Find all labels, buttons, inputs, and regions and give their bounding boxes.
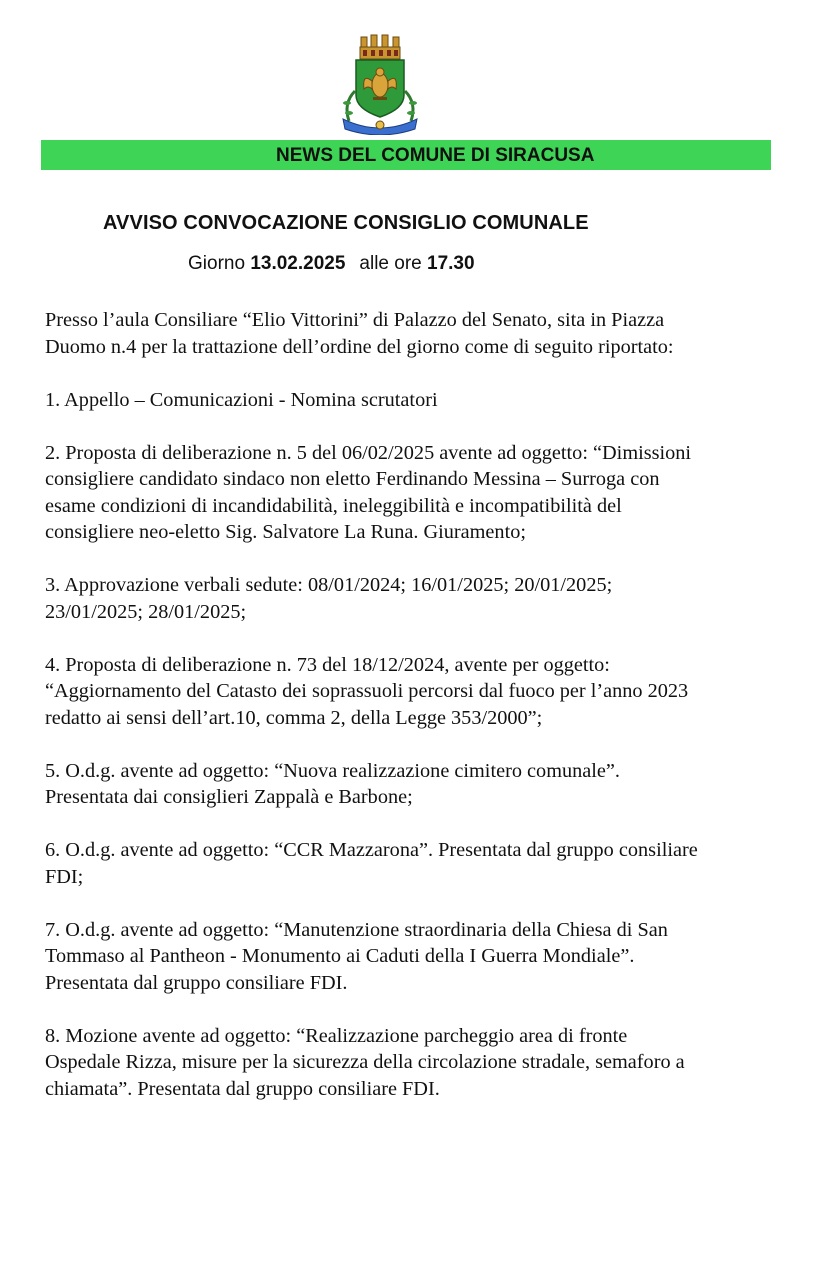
agenda-line: consigliere neo-eletto Sig. Salvatore La Runa. Giuramento; bbox=[45, 521, 526, 543]
agenda-item-2 bbox=[45, 440, 795, 546]
agenda-line: esame condizioni di incandidabilità, ineleggibilità e incompatibilità del bbox=[45, 494, 622, 517]
intro-paragraph bbox=[45, 307, 795, 360]
agenda-line: 23/01/2025; 28/01/2025; bbox=[45, 600, 247, 623]
agenda-item-6 bbox=[45, 837, 795, 890]
agenda-line: 3. Approvazione verbali sedute: 08/01/2024; 16/01/2025; 20/01/2025; bbox=[45, 574, 613, 596]
agenda-item-3 bbox=[45, 572, 795, 625]
intro-line: Presso l’aula Consiliare “Elio Vittorini” di Palazzo del Senato, sita in Piazza bbox=[45, 309, 665, 331]
agenda-item-1 bbox=[45, 387, 795, 414]
meeting-date: 13.02.2025 bbox=[250, 253, 346, 274]
agenda-line: 6. O.d.g. avente ad oggetto: “CCR Mazzarona”. Presentata dal gruppo consiliare bbox=[45, 839, 698, 861]
agenda-line: FDI; bbox=[45, 865, 84, 888]
notice-heading: AVVISO CONVOCAZIONE CONSIGLIO COMUNALE bbox=[103, 212, 589, 234]
news-banner bbox=[41, 140, 771, 170]
agenda-item-8 bbox=[45, 1023, 795, 1103]
agenda-line: Ospedale Rizza, misure per la sicurezza della circolazione stradale, semaforo a bbox=[45, 1051, 685, 1073]
banner-title: NEWS DEL COMUNE DI SIRACUSA bbox=[276, 145, 595, 166]
day-label: Giorno bbox=[188, 253, 246, 274]
agenda-line: “Aggiornamento del Catasto dei soprassuoli percorsi dal fuoco per l’anno 2023 bbox=[45, 680, 689, 702]
agenda-item-5 bbox=[45, 758, 795, 811]
time-label: alle ore bbox=[359, 253, 422, 274]
agenda-item-7 bbox=[45, 917, 795, 997]
agenda-line: 8. Mozione avente ad oggetto: “Realizzazione parcheggio area di fronte bbox=[45, 1024, 628, 1047]
agenda-line: 5. O.d.g. avente ad oggetto: “Nuova realizzazione cimitero comunale”. bbox=[45, 759, 620, 782]
intro-line: Duomo n.4 per la trattazione dell’ordine del giorno come di seguito riportato: bbox=[45, 335, 674, 358]
agenda-line: 7. O.d.g. avente ad oggetto: “Manutenzione straordinaria della Chiesa di San bbox=[45, 918, 668, 941]
agenda-line: consigliere candidato sindaco non eletto Ferdinando Messina – Surroga con bbox=[45, 468, 660, 490]
agenda-line: Presentata dai consiglieri Zappalà e Barbone; bbox=[45, 786, 413, 808]
agenda-line: 1. Appello – Comunicazioni - Nomina scrutatori bbox=[45, 388, 438, 411]
notice-body bbox=[45, 307, 795, 1129]
agenda-line: Tommaso al Pantheon - Monumento ai Caduti della I Guerra Mondiale”. bbox=[45, 945, 635, 967]
agenda-line: 4. Proposta di deliberazione n. 73 del 18/12/2024, avente per oggetto: bbox=[45, 653, 610, 676]
meeting-date-line bbox=[188, 253, 475, 275]
agenda-item-4 bbox=[45, 652, 795, 732]
agenda-line: Presentata dal gruppo consiliare FDI. bbox=[45, 971, 348, 994]
agenda-line: 2. Proposta di deliberazione n. 5 del 06/02/2025 avente ad oggetto: “Dimissioni bbox=[45, 441, 692, 464]
meeting-time: 17.30 bbox=[427, 253, 475, 274]
coat-of-arms-logo bbox=[335, 33, 425, 135]
agenda-line: chiamata”. Presentata dal gruppo consiliare FDI. bbox=[45, 1077, 440, 1100]
agenda-line: redatto ai sensi dell’art.10, comma 2, della Legge 353/2000”; bbox=[45, 706, 543, 729]
